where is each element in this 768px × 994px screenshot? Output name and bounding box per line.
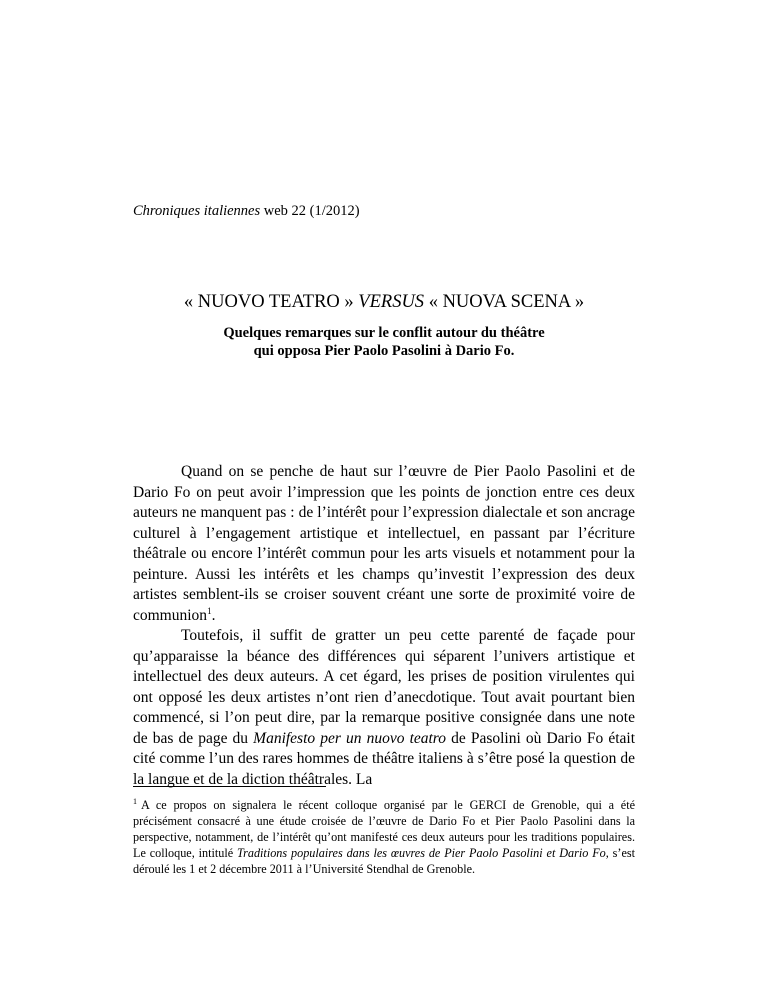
subtitle-line-2: qui opposa Pier Paolo Pasolini à Dario Fo.	[253, 343, 515, 359]
footnote-number: 1	[133, 796, 137, 806]
footnote	[133, 797, 635, 877]
footnote-separator	[133, 786, 326, 787]
article-body	[133, 462, 635, 790]
colloquium-title: Traditions populaires dans les œuvres de Pier Paolo Pasolini et Dario Fo	[237, 846, 606, 860]
manifesto-title: Manifesto per un nuovo teatro	[253, 729, 447, 747]
journal-name: Chroniques italiennes	[133, 203, 261, 219]
title-part-1: « NUOVO TEATRO »	[183, 292, 359, 312]
paragraph-2-text-b: de Pasolini où Dario Fo était cité comme l’un des rares hommes de théâtre italiens à s’être posé la question de la langue et de la diction théâtrales. La	[133, 729, 635, 788]
paragraph-2-text-a: Toutefois, il suffit de gratter un peu cette parenté de façade pour qu’apparaisse la béance des différences qui séparent l’univers artistique et intellectuel des deux auteurs. A cet égard, les prises de position virulentes qui ont opposé les deux artistes n’ont rien d’anecdotique. Tout avait pourtant bien commencé, si l’on peut dire, par la remarque positive consignée dans une note de bas de page du	[133, 627, 635, 747]
paragraph-1-end: .	[211, 606, 216, 624]
title-versus: VERSUS	[358, 292, 425, 312]
footnote-text-b: , s’est déroulé les 1 et 2 décembre 2011 à l’Université Stendhal de Grenoble.	[133, 846, 635, 876]
running-head	[133, 202, 360, 220]
title-block	[133, 290, 635, 360]
footnote-text-a: A ce propos on signalera le récent colloque organisé par le GERCI de Grenoble, qui a été précisément consacré à une étude croisée de l’œuvre de Dario Fo et Pier Paolo Pasolini dans la perspective, notamment, de l’intérêt qu’ont manifesté ces deux auteurs pour les traditions populaires. Le colloque, intitulé	[133, 798, 635, 860]
paragraph-2	[133, 626, 635, 790]
issue-info: web 22 (1/2012)	[260, 203, 360, 219]
footnote-reference[interactable]: 1	[207, 605, 212, 616]
paragraph-1-text: Quand on se penche de haut sur l’œuvre de Pier Paolo Pasolini et de Dario Fo on peut avoir l’impression que les points de jonction entre ces deux auteurs ne manquent pas : de l’intérêt pour l’expression dialectale et son ancrage culturel à l’engagement artistique et intellectuel, en passant par l’écriture théâtrale ou encore l’intérêt commun pour les arts visuels et notamment pour la peinture. Aussi les intérêts et les champs qu’investit l’expression des deux artistes semblent-ils se croiser souvent créant une sorte de proximité voire de communion	[133, 463, 635, 624]
article-title	[133, 290, 635, 314]
paragraph-1	[133, 462, 635, 626]
article-subtitle	[133, 324, 635, 360]
subtitle-line-1: Quelques remarques sur le conflit autour du théâtre	[223, 325, 545, 341]
title-part-2: « NUOVA SCENA »	[424, 292, 585, 312]
